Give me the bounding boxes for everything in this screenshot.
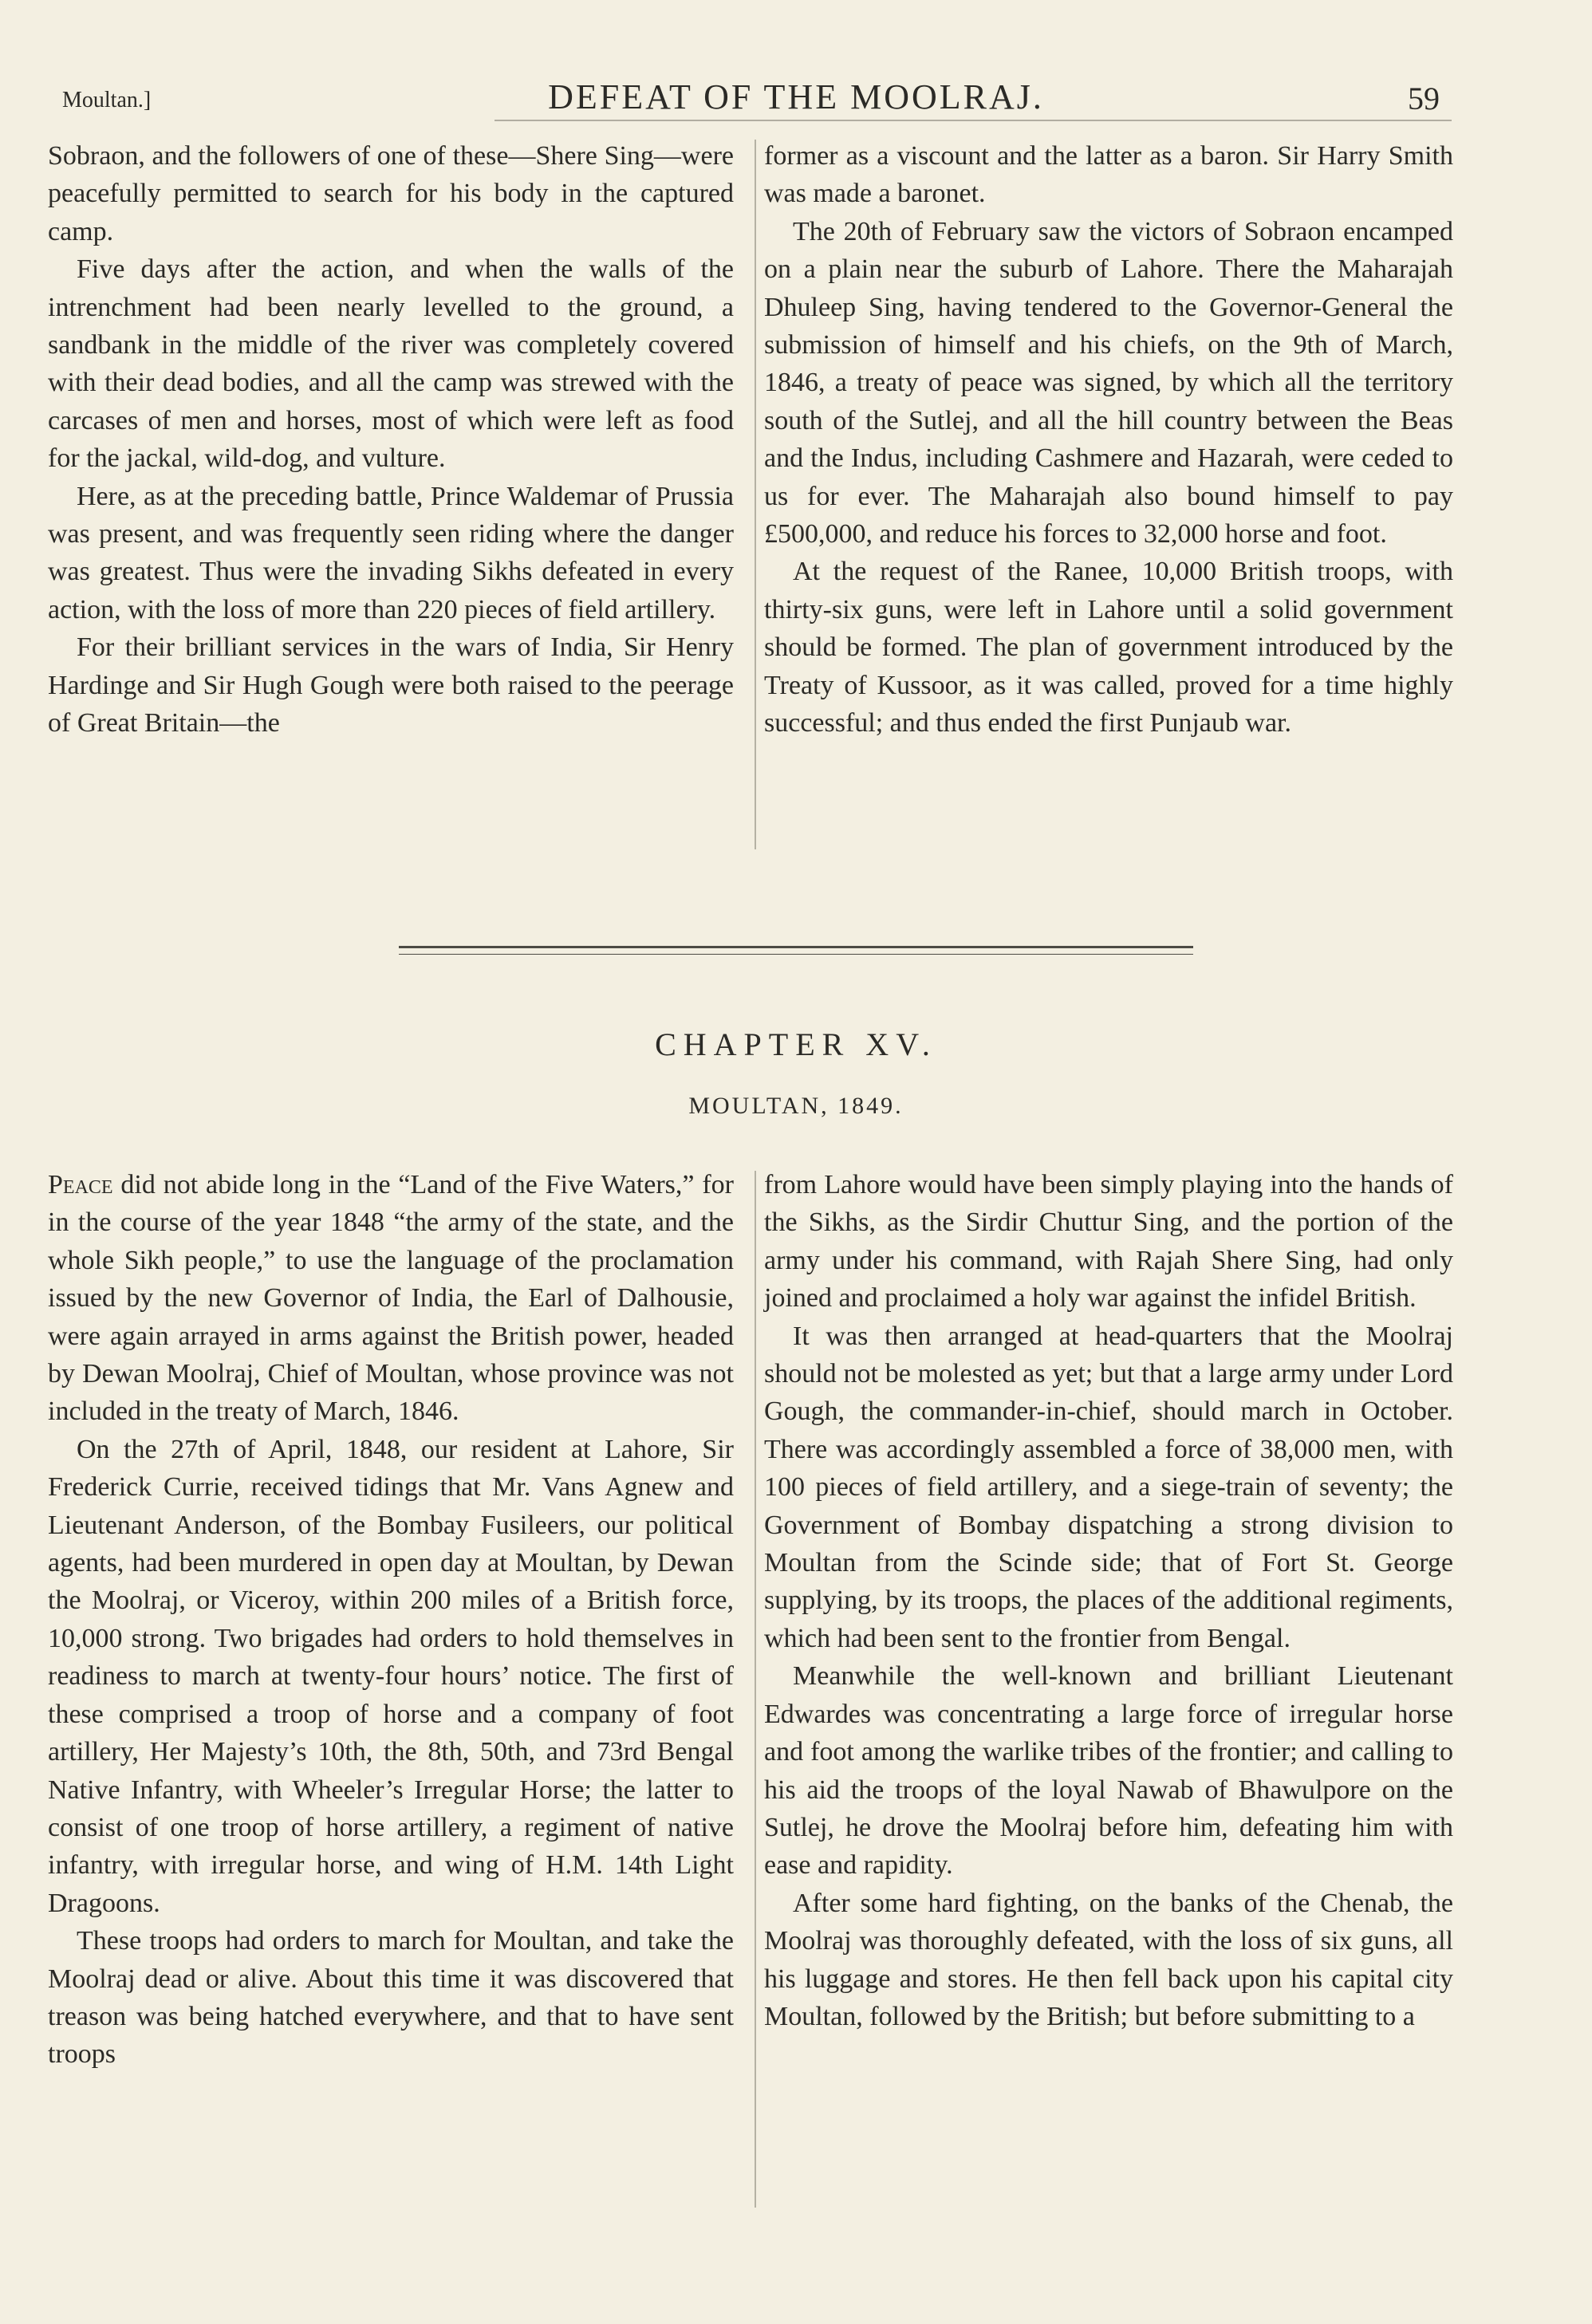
running-head — [0, 0, 1592, 128]
paragraph: former as a viscount and the latter as a baron. Sir Harry Smith was made a baronet. — [764, 141, 1453, 209]
paragraph: Sobraon, and the followers of one of these—Shere Sing—were peacefully permitted to search for his body in the captured camp. — [48, 141, 734, 246]
paragraph: These troops had orders to march for Moultan, and take the Moolraj dead or alive. About this time it was discovered that treason was being hatched everywhere, and that to have sent troops — [48, 1926, 734, 2070]
opening-paragraph-text: did not abide long in the “Land of the Five Waters,” for in the course of the year 1848 “the army of the state, and the whole Sikh people,” to use the language of the proclamation issued by the new Governor of India, the Earl of Dalhousie, were again arrayed in arms against the British power, headed by Dewan Moolraj, Chief of Moultan, whose province was not included in the treaty of March, 1846. — [48, 1170, 734, 1427]
paragraph: After some hard fighting, on the banks of the Chenab, the Moolraj was thoroughly defeated, with the loss of six guns, all his luggage and stores. He then fell back upon his capital city Moultan, followed by the British; but before submitting to a — [764, 1888, 1453, 2031]
paragraph: At the request of the Ranee, 10,000 British troops, with thirty-six guns, were left in Lahore until a solid government should be formed. The plan of government introduced by the Treaty of Kussoor, as it was called, proved for a time highly successful; and thus ended the first Punjaub war. — [764, 557, 1453, 739]
section-separator-rule — [399, 946, 1193, 955]
bottom-left-column — [48, 1166, 734, 2074]
paragraph: For their brilliant services in the wars of India, Sir Henry Hardinge and Sir Hugh Gough were both raised to the peerage of Great Britain—the — [48, 632, 734, 739]
paragraph: The 20th of February saw the victors of Sobraon encamped on a plain near the suburb of Lahore. There the Maharajah Dhuleep Sing, having tendered to the Governor-General the submission of himself and his chiefs, on the 9th of March, 1846, a treaty of peace was signed, by which all the territory south of the Sutlej, and all the hill country between the Beas and the Indus, including Cashmere and Hazarah, were ceded to us for ever. The Maharajah also bound himself to pay £500,000, and reduce his forces to 32,000 horse and foot. — [764, 216, 1453, 549]
bottom-right-column — [764, 1166, 1453, 2035]
column-divider — [755, 1171, 756, 2208]
opening-paragraph — [48, 1166, 734, 1431]
paragraph: On the 27th of April, 1848, our resident at Lahore, Sir Frederick Currie, received tidings that Mr. Vans Agnew and Lieutenant Anderson, of the Bombay Fusileers, our political agents, had been murdered in open day at Moultan, by Dewan the Moolraj, or Viceroy, within 200 miles of a British force, 10,000 strong. Two brigades had orders to hold themselves in readiness to march at twenty-four hours’ notice. The first of these comprised a troop of horse and a company of foot artillery, Her Majesty’s 10th, the 8th, 50th, and 73rd Bengal Native Infantry, with Wheeler’s Irregular Horse; the latter to consist of one troop of horse artillery, a regiment of native infantry, with irregular horse, and wing of H.M. 14th Light Dragoons. — [48, 1434, 734, 1918]
top-right-column — [764, 137, 1453, 742]
page-number: 59 — [1408, 81, 1440, 116]
paragraph: from Lahore would have been simply playing into the hands of the Sikhs, as the Sirdir Chuttur Sing, and the portion of the army under his command, with Rajah Shere Sing, had only joined and proclaimed a holy war against the infidel British. — [764, 1170, 1453, 1314]
paragraph: Here, as at the preceding battle, Prince Waldemar of Prussia was present, and was frequently seen riding where the danger was greatest. Thus were the invading Sikhs defeated in every action, with the loss of more than 220 pieces of field artillery. — [48, 481, 734, 624]
paragraph: Five days after the action, and when the walls of the intrenchment had been nearly levelled to the ground, a sandbank in the middle of the river was completely covered with their dead bodies, and all the camp was strewed with the carcases of men and horses, most of which were left as food for the jackal, wild-dog, and vulture. — [48, 254, 734, 474]
paragraph: It was then arranged at head-quarters that the Moolraj should not be molested as yet; but that a large army under Lord Gough, the commander-in-chief, should march in October. There was accordingly assembled a force of 38,000 men, with 100 pieces of field artillery, and a siege-train of seventy; the Government of Bombay dispatching a strong division to Moultan from the Scinde side; that of Fort St. George supplying, by its troops, the places of the additional regiments, which had been sent to the frontier from Bengal. — [764, 1321, 1453, 1653]
paragraph: Meanwhile the well-known and brilliant Lieutenant Edwardes was concentrating a large force of irregular horse and foot among the warlike tribes of the frontier; and calling to his aid the troops of the loyal Nawab of Bhawulpore on the Sutlej, he drove the Moolraj before him, defeating him with ease and rapidity. — [764, 1661, 1453, 1881]
top-left-column — [48, 137, 734, 742]
column-divider — [755, 140, 756, 849]
header-rule — [495, 120, 1452, 121]
running-head-section: Moultan.] — [62, 88, 152, 112]
chapter-title: CHAPTER XV. — [655, 1026, 937, 1062]
running-head-title: DEFEAT OF THE MOOLRAJ. — [548, 77, 1044, 116]
drop-word: Peace — [48, 1170, 113, 1199]
chapter-subtitle: MOULTAN, 1849. — [688, 1093, 904, 1119]
